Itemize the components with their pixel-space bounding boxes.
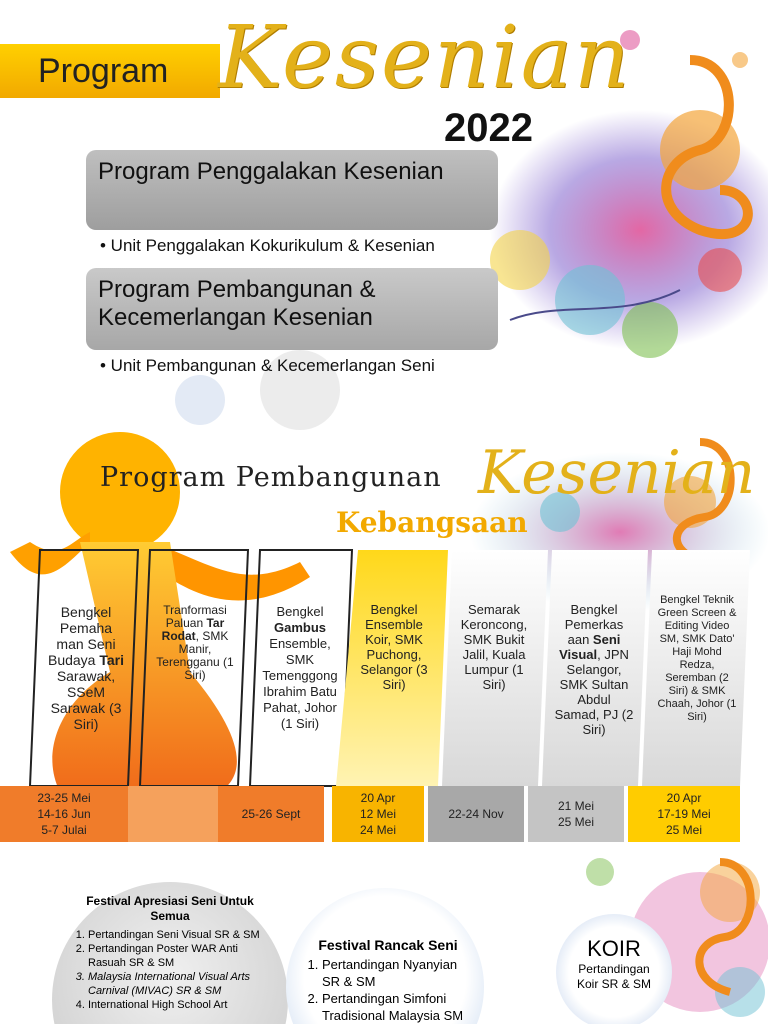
- column-bold: Tari: [99, 652, 124, 668]
- circle-subtitle: Pertandingan Koir SR & SM: [576, 962, 651, 991]
- column-text: Bengkel Ensemble Koir, SMK Puchong, Selangor (3 Siri): [360, 602, 428, 692]
- section-program-kesenian: [0, 0, 768, 430]
- bullet-unit-pembangunan: • Unit Pembangunan & Kecemerlangan Seni: [100, 356, 435, 375]
- program-tag: Program: [0, 44, 220, 98]
- circle-title: Festival Rancak Seni: [318, 937, 458, 953]
- section-festival: [0, 852, 768, 1024]
- circle-content: [70, 894, 270, 1012]
- list-item: 2. Pertandingan Simfoni Tradisional Malaysia SM: [322, 990, 472, 1024]
- column-bold: Gambus: [273, 620, 326, 635]
- festival-list: [70, 928, 270, 1012]
- list-item: 4. International High School Art: [88, 998, 270, 1012]
- program-column: [252, 550, 348, 786]
- list-item: 2. Pertandingan Poster WAR Anti Rasuah SR & SM: [88, 942, 270, 970]
- circle-content: [556, 936, 672, 992]
- list-item: 3. Malaysia International Visual Arts Carnival (MIVAC) SR & SM: [88, 970, 270, 998]
- column-text: Bengkel: [276, 604, 324, 619]
- column-text: Bengkel Pemerkas aan: [564, 602, 624, 647]
- program-column: [446, 550, 542, 786]
- column-bold: Tar Rodat: [161, 616, 225, 643]
- program-column: [38, 550, 134, 786]
- program-box-pembangunan: Program Pembangunan & Kecemerlangan Kesenian: [86, 268, 498, 350]
- date-cell: 21 Mei 25 Mei: [557, 799, 595, 829]
- festival-apresiasi-circle: [52, 882, 288, 1024]
- column-text: , SMK Manir, Terengganu (1 Siri): [156, 629, 234, 682]
- column-text: Bengkel Pemaha man Seni Budaya: [47, 604, 116, 668]
- section-pembangunan-kebangsaan: [0, 432, 768, 852]
- section2-kebangsaan: Kebangsaan: [336, 506, 528, 539]
- date-cell: 25-26 Sept: [241, 807, 301, 821]
- program-column: [648, 550, 746, 786]
- date-cell: 22-24 Nov: [448, 807, 504, 821]
- circle-content: [304, 936, 472, 1024]
- festival-list: [304, 956, 472, 1024]
- koir-circle: [556, 914, 672, 1024]
- bullet-unit-penggalakan: • Unit Penggalakan Kokurikulum & Kesenian: [100, 236, 435, 255]
- column-bold: Seni Visual: [559, 632, 621, 662]
- circle-title: KOIR: [587, 936, 641, 961]
- year-label: 2022: [444, 106, 533, 150]
- program-column: [146, 550, 244, 786]
- program-box-penggalakan: Program Penggalakan Kesenian: [86, 150, 498, 230]
- circle-title: Festival Apresiasi Seni Untuk Semua: [86, 894, 254, 923]
- kesenian-title: Kesenian: [218, 8, 632, 108]
- list-item: 1. Pertandingan Seni Visual SR & SM: [88, 928, 270, 942]
- date-cell: 20 Apr 12 Mei 24 Mei: [359, 791, 397, 837]
- list-item: 1. Pertandingan Nyanyian SR & SM: [322, 956, 472, 990]
- column-text: Ensemble, SMK Temenggong Ibrahim Batu Pahat, Johor (1 Siri): [262, 636, 338, 731]
- column-text: Bengkel Teknik Green Screen & Editing Video SM, SMK Dato' Haji Mohd Redza, Seremban (2 Siri) & SMK Chaah, Johor (1 Siri): [657, 594, 737, 723]
- column-text: Tranformasi Paluan: [163, 603, 227, 630]
- date-cell: 23-25 Mei 14-16 Jun 5-7 Julai: [37, 791, 91, 837]
- column-text: Sarawak, SSeM Sarawak (3 Siri): [50, 668, 122, 732]
- section2-kesenian-script: Kesenian: [478, 438, 756, 508]
- program-column: [348, 550, 440, 786]
- program-column: [546, 550, 642, 786]
- section2-title: Program Pembangunan: [100, 462, 442, 493]
- column-text: , JPN Selangor, SMK Sultan Abdul Samad, PJ (2 Siri): [554, 647, 634, 737]
- date-cell: 20 Apr 17-19 Mei 25 Mei: [657, 791, 711, 837]
- column-text: Semarak Keroncong, SMK Bukit Jalil, Kuala Lumpur (1 Siri): [460, 602, 528, 692]
